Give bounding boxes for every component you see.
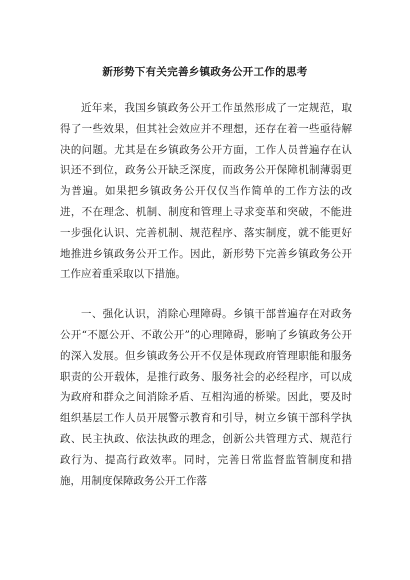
paragraph-section-1: 一、强化认识，消除心理障碍。乡镇干部普遍存在对政务公开“不愿公开、不敢公开”的心理障碍，影响了乡镇政务公开的深入发展。但乡镇政务公开不仅是体现政府管理职能和服务职责的公开载体，是推行政务、服务社会的必经程序，可以成为政府和群众之间消除矛盾、互相沟通的桥梁。因此，要及时组织基层工作人员开展警示教育和引导，树立乡镇干部科学执政、民主执政、依法执政的理念，创新公共管理方式、规范行政行为、提高行政效率。同时，完善日常监督监管制度和措施，用制度保障政务公开工作落 (60, 308, 352, 487)
paragraph-intro: 近年来，我国乡镇政务公开工作虽然形成了一定规范，取得了一些效果，但其社会效应并不理想，还存在着一些亟待解决的问题。尤其是在乡镇政务公开方面，工作人员普遍存在认识还不到位，政务公开缺乏深度，而政务公开保障机制薄弱更为普遍。如果把乡镇政务公开仅仅当作简单的工作方法的改进，不在理念、机制、制度和管理上寻求变革和突破，不能进一步强化认识、完善机制、规范程序、落实制度，就不能更好地推进乡镇政务公开工作。因此，新形势下完善乡镇政务公开工作应着重采取以下措施。 (60, 102, 352, 281)
document-body (60, 98, 352, 491)
document-title: 新形势下有关完善乡镇政务公开工作的思考 (102, 66, 308, 78)
